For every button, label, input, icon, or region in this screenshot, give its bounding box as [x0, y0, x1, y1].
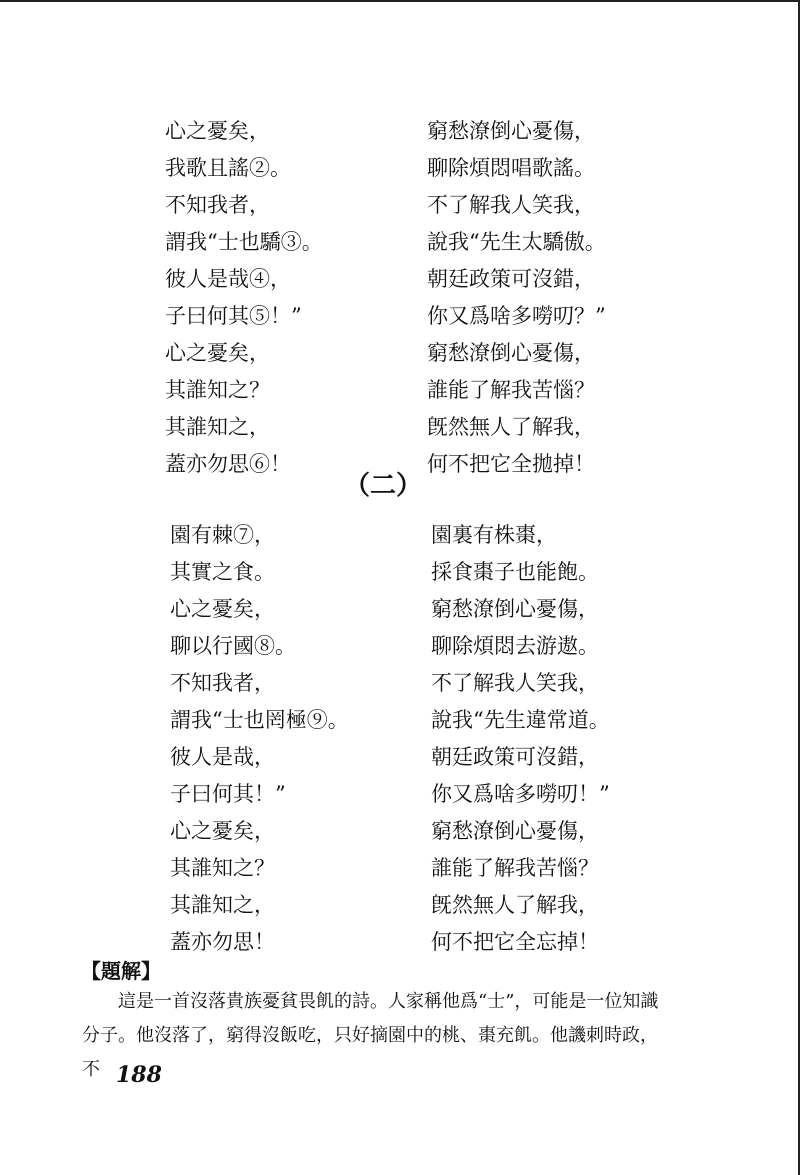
- translation-line: 不了解我人笑我，: [427, 193, 595, 217]
- translation-line: 不了解我人笑我，: [431, 671, 599, 695]
- commentary-line: 分子。他沒落了，窮得沒飯吃，只好摘園中的桃、棗充飢。他譏刺時政，不: [82, 1025, 658, 1080]
- verse-line: 不知我者，: [170, 671, 275, 695]
- translation-line: 採食棗子也能飽。: [431, 560, 599, 584]
- verse-line: 聊以行國⑧。: [170, 634, 296, 658]
- commentary-line: 這是一首沒落貴族憂貧畏飢的詩。人家稱他爲“士”，可能是一位知識: [118, 991, 659, 1012]
- translation-line: 旣然無人了解我，: [427, 415, 595, 439]
- translation-line: 朝廷政策可沒錯，: [431, 745, 599, 769]
- translation-line: 說我“先生太驕傲。: [427, 230, 606, 254]
- translation-line: 何不把它全拋掉！: [427, 452, 595, 476]
- verse-line: 謂我“士也驕③。: [165, 230, 323, 254]
- translation-line: 誰能了解我苦惱？: [431, 856, 599, 880]
- verse-line: 子曰何其！”: [170, 782, 286, 806]
- verse-line: 蓋亦勿思⑥！: [165, 452, 291, 476]
- verse-line: 其誰知之？: [165, 378, 270, 402]
- translation-line: 聊除煩悶唱歌謠。: [427, 156, 595, 180]
- verse-line: 彼人是哉④，: [165, 267, 291, 291]
- poem-original-section-2: [170, 517, 349, 961]
- verse-line: 心之憂矣，: [170, 597, 275, 621]
- verse-line: 蓋亦勿思！: [170, 930, 275, 954]
- translation-line: 朝廷政策可沒錯，: [427, 267, 595, 291]
- translation-line: 窮愁潦倒心憂傷，: [427, 119, 595, 143]
- translation-line: 窮愁潦倒心憂傷，: [431, 597, 599, 621]
- page-number: 188: [116, 1062, 162, 1088]
- verse-line: 其誰知之，: [165, 415, 270, 439]
- poem-translation-section-2: [431, 517, 610, 961]
- translation-line: 你又爲啥多嘮叨！”: [431, 782, 610, 806]
- section-title: （二）: [344, 471, 423, 501]
- translation-line: 窮愁潦倒心憂傷，: [431, 819, 599, 843]
- verse-line: 其誰知之，: [170, 893, 275, 917]
- verse-line: 彼人是哉，: [170, 745, 275, 769]
- translation-line: 你又爲啥多嘮叨？”: [427, 304, 606, 328]
- poem-translation-section-1: [427, 113, 606, 483]
- translation-line: 園裏有株棗，: [431, 523, 557, 547]
- verse-line: 不知我者，: [165, 193, 270, 217]
- top-border: [0, 0, 800, 2]
- verse-line: 其誰知之？: [170, 856, 275, 880]
- verse-line: 我歌且謠②。: [165, 156, 291, 180]
- translation-line: 說我“先生違常道。: [431, 708, 610, 732]
- translation-line: 何不把它全忘掉！: [431, 930, 599, 954]
- verse-line: 子曰何其⑤！”: [165, 304, 302, 328]
- verse-line: 心之憂矣，: [170, 819, 275, 843]
- verse-line: 謂我“士也罔極⑨。: [170, 708, 349, 732]
- verse-line: 心之憂矣，: [165, 341, 270, 365]
- commentary-paragraph: [82, 985, 662, 1087]
- commentary-heading: 【題解】: [81, 959, 161, 983]
- translation-line: 窮愁潦倒心憂傷，: [427, 341, 595, 365]
- verse-line: 心之憂矣，: [165, 119, 270, 143]
- verse-line: 園有棘⑦，: [170, 523, 275, 547]
- translation-line: 誰能了解我苦惱？: [427, 378, 595, 402]
- translation-line: 旣然無人了解我，: [431, 893, 599, 917]
- poem-original-section-1: [165, 113, 323, 483]
- translation-line: 聊除煩悶去游遨。: [431, 634, 599, 658]
- verse-line: 其實之食。: [170, 560, 275, 584]
